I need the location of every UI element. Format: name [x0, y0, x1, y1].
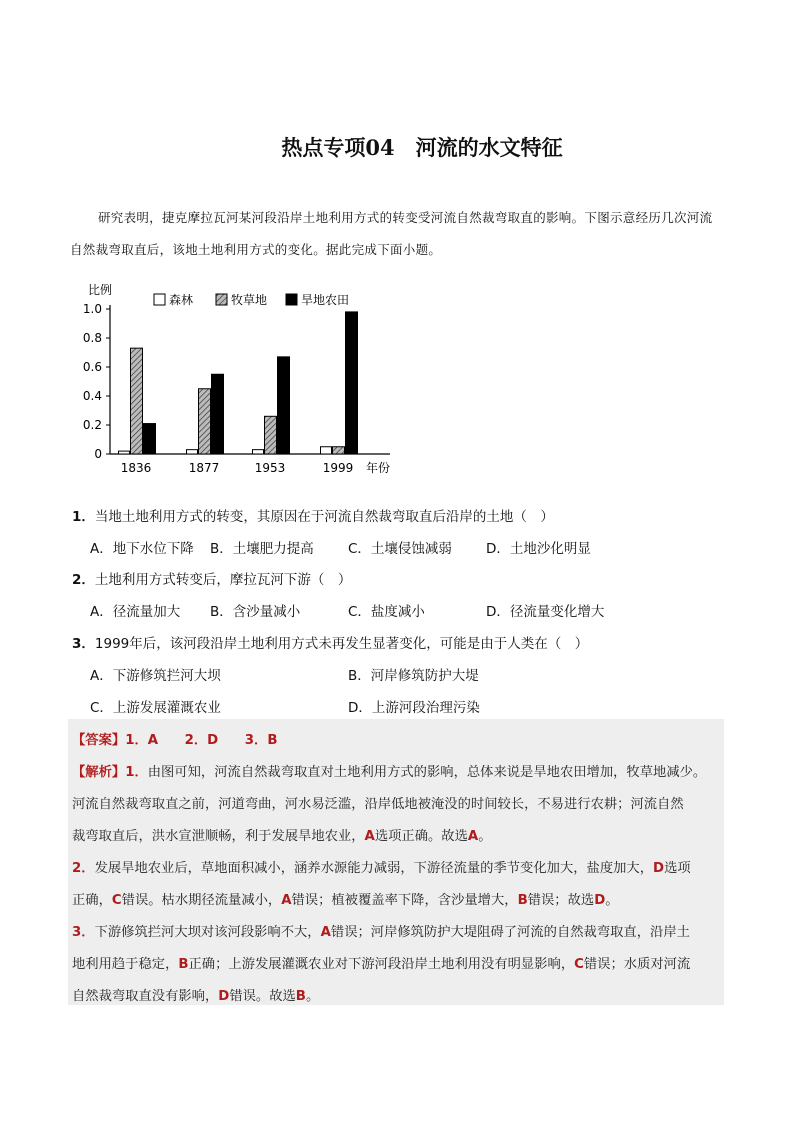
bar	[187, 450, 198, 454]
q2-option-c: C．盐度减小	[348, 604, 425, 620]
q1-option-c: C．土壤侵蚀减弱	[348, 541, 452, 557]
analysis-text: 正确；上游发展灌溉农业对下游河段沿岸土地利用没有明显影响，	[188, 957, 575, 972]
analysis-line	[72, 953, 690, 972]
analysis-text: 错误。故选	[229, 989, 296, 1004]
analysis-highlight: D	[594, 893, 606, 908]
analysis-highlight: D	[653, 861, 665, 876]
legend-swatch	[216, 294, 227, 305]
q1-option-a: A．地下水位下降	[90, 541, 194, 557]
analysis-text: 自然裁弯取直没有影响，	[72, 989, 219, 1004]
analysis-highlight: B	[517, 893, 528, 908]
analysis-text: 错误；河岸修筑防护大堤阻碍了河流的自然裁弯取直，沿岸土	[330, 925, 690, 940]
question-1: 1．当地土地利用方式的转变，其原因在于河流自然裁弯取直后沿岸的土地（ ）	[72, 509, 554, 525]
legend-label: 旱地农田	[301, 293, 350, 307]
y-tick-label: 0.6	[82, 360, 102, 374]
analysis-line	[72, 985, 319, 1004]
y-tick-label: 0	[94, 447, 102, 461]
bar	[119, 451, 130, 454]
bar	[278, 357, 290, 454]
y-tick-label: 0.4	[82, 389, 102, 403]
q3-option-a: A．下游修筑拦河大坝	[90, 668, 221, 684]
answer-line: 【答案】1．A 2．D 3．B	[72, 733, 278, 748]
analysis-text: 。	[305, 989, 320, 1004]
analysis-text: 错误。枯水期径流量减小，	[121, 893, 282, 908]
y-tick-label: 1.0	[82, 302, 102, 316]
analysis-text: 。	[478, 829, 492, 844]
bar	[321, 447, 332, 454]
q2-option-a: A．径流量加大	[90, 604, 181, 620]
q2-option-d: D．径流量变化增大	[486, 604, 605, 620]
x-tick-label: 1836	[120, 461, 152, 475]
analysis-highlight: A	[467, 829, 479, 844]
x-tick-label: 1953	[254, 461, 286, 475]
analysis-text: 发展旱地农业后，草地面积减小，涵养水源能力减弱，下游径流量的季节变化加大，盐度加大，	[94, 861, 654, 876]
q1-option-d: D．土地沙化明显	[486, 541, 591, 557]
analysis-highlight: C	[574, 957, 584, 972]
question-2: 2．土地利用方式转变后，摩拉瓦河下游（ ）	[72, 572, 352, 588]
bar	[265, 416, 277, 454]
analysis-text: 正确，	[72, 893, 112, 908]
analysis-text: 错误；故选	[527, 893, 595, 908]
analysis-text: 河流自然裁弯取直之前，河道弯曲，河水易泛滥，沿岸低地被淹没的时间较长，不易进行农耕；河流自然	[72, 797, 684, 812]
q3-option-c: C．上游发展灌溉农业	[90, 700, 221, 716]
question-3: 3．1999年后，该河段沿岸土地利用方式未再发生显著变化，可能是由于人类在（ ）	[72, 636, 589, 652]
analysis-text: 下游修筑拦河大坝对该河段影响不大，	[94, 925, 321, 940]
legend-swatch	[154, 294, 165, 305]
analysis-highlight: D	[218, 989, 230, 1004]
analysis-highlight: A	[281, 893, 292, 908]
x-tick-label: 1999	[322, 461, 354, 475]
analysis-line	[72, 761, 706, 780]
bar	[144, 424, 156, 454]
legend-label: 牧草地	[231, 293, 268, 307]
legend-swatch	[286, 294, 297, 305]
analysis-text: 地利用趋于稳定，	[72, 957, 179, 972]
y-axis-label: 比例	[88, 283, 113, 297]
bar	[199, 389, 211, 454]
analysis-highlight: B	[295, 989, 306, 1004]
x-tick-label: 1877	[188, 461, 220, 475]
legend-label: 森林	[169, 293, 194, 307]
analysis-text: 选项	[664, 861, 691, 876]
analysis-line	[72, 857, 691, 876]
analysis-highlight: A	[364, 829, 375, 844]
y-tick-label: 0.8	[82, 331, 102, 345]
bar	[253, 450, 264, 454]
analysis-text: 选项正确。故选	[374, 829, 468, 844]
analysis-label: 【解析】	[72, 765, 126, 780]
q2-option-b: B．含沙量减小	[210, 604, 301, 620]
analysis-text: 错误；水质对河流	[583, 957, 691, 972]
q3-option-b: B．河岸修筑防护大堤	[348, 668, 479, 684]
analysis-line	[72, 921, 690, 940]
analysis-text: 裁弯取直后，洪水宣泄顺畅，利于发展旱地农业，	[72, 829, 365, 844]
bar	[346, 312, 358, 454]
analysis-highlight: C	[111, 893, 122, 908]
y-tick-label: 0.2	[82, 418, 102, 432]
land-use-bar-chart	[70, 278, 400, 483]
analysis-highlight: A	[320, 925, 331, 940]
q3-option-d: D．上游河段治理污染	[348, 700, 480, 716]
intro-paragraph: 研究表明，捷克摩拉瓦河某河段沿岸土地利用方式的转变受河流自然裁弯取直的影响。下图示意经历几次河流自然裁弯取直后，该地土地利用方式的变化。据此完成下面小题。	[70, 210, 713, 257]
analysis-highlight: 3．	[72, 925, 95, 940]
analysis-text: 。	[605, 893, 619, 908]
x-axis-label: 年份	[365, 461, 391, 475]
analysis-text: 由图可知，河流自然裁弯取直对土地利用方式的影响，总体来说是旱地农田增加，牧草地减少。	[147, 765, 707, 780]
q1-option-b: B．土壤肥力提高	[210, 541, 314, 557]
bar	[131, 348, 143, 454]
analysis-highlight: 2．	[72, 861, 95, 876]
analysis-line	[72, 889, 619, 908]
analysis-line	[72, 825, 492, 844]
page-title: 热点专项04 河流的水文特征	[281, 135, 563, 160]
analysis-highlight: B	[178, 957, 189, 972]
bar	[333, 447, 345, 454]
analysis-line	[72, 793, 684, 812]
analysis-highlight: 1．	[125, 765, 148, 780]
analysis-text: 错误；植被覆盖率下降，含沙量增大，	[291, 893, 518, 908]
bar	[212, 374, 224, 454]
